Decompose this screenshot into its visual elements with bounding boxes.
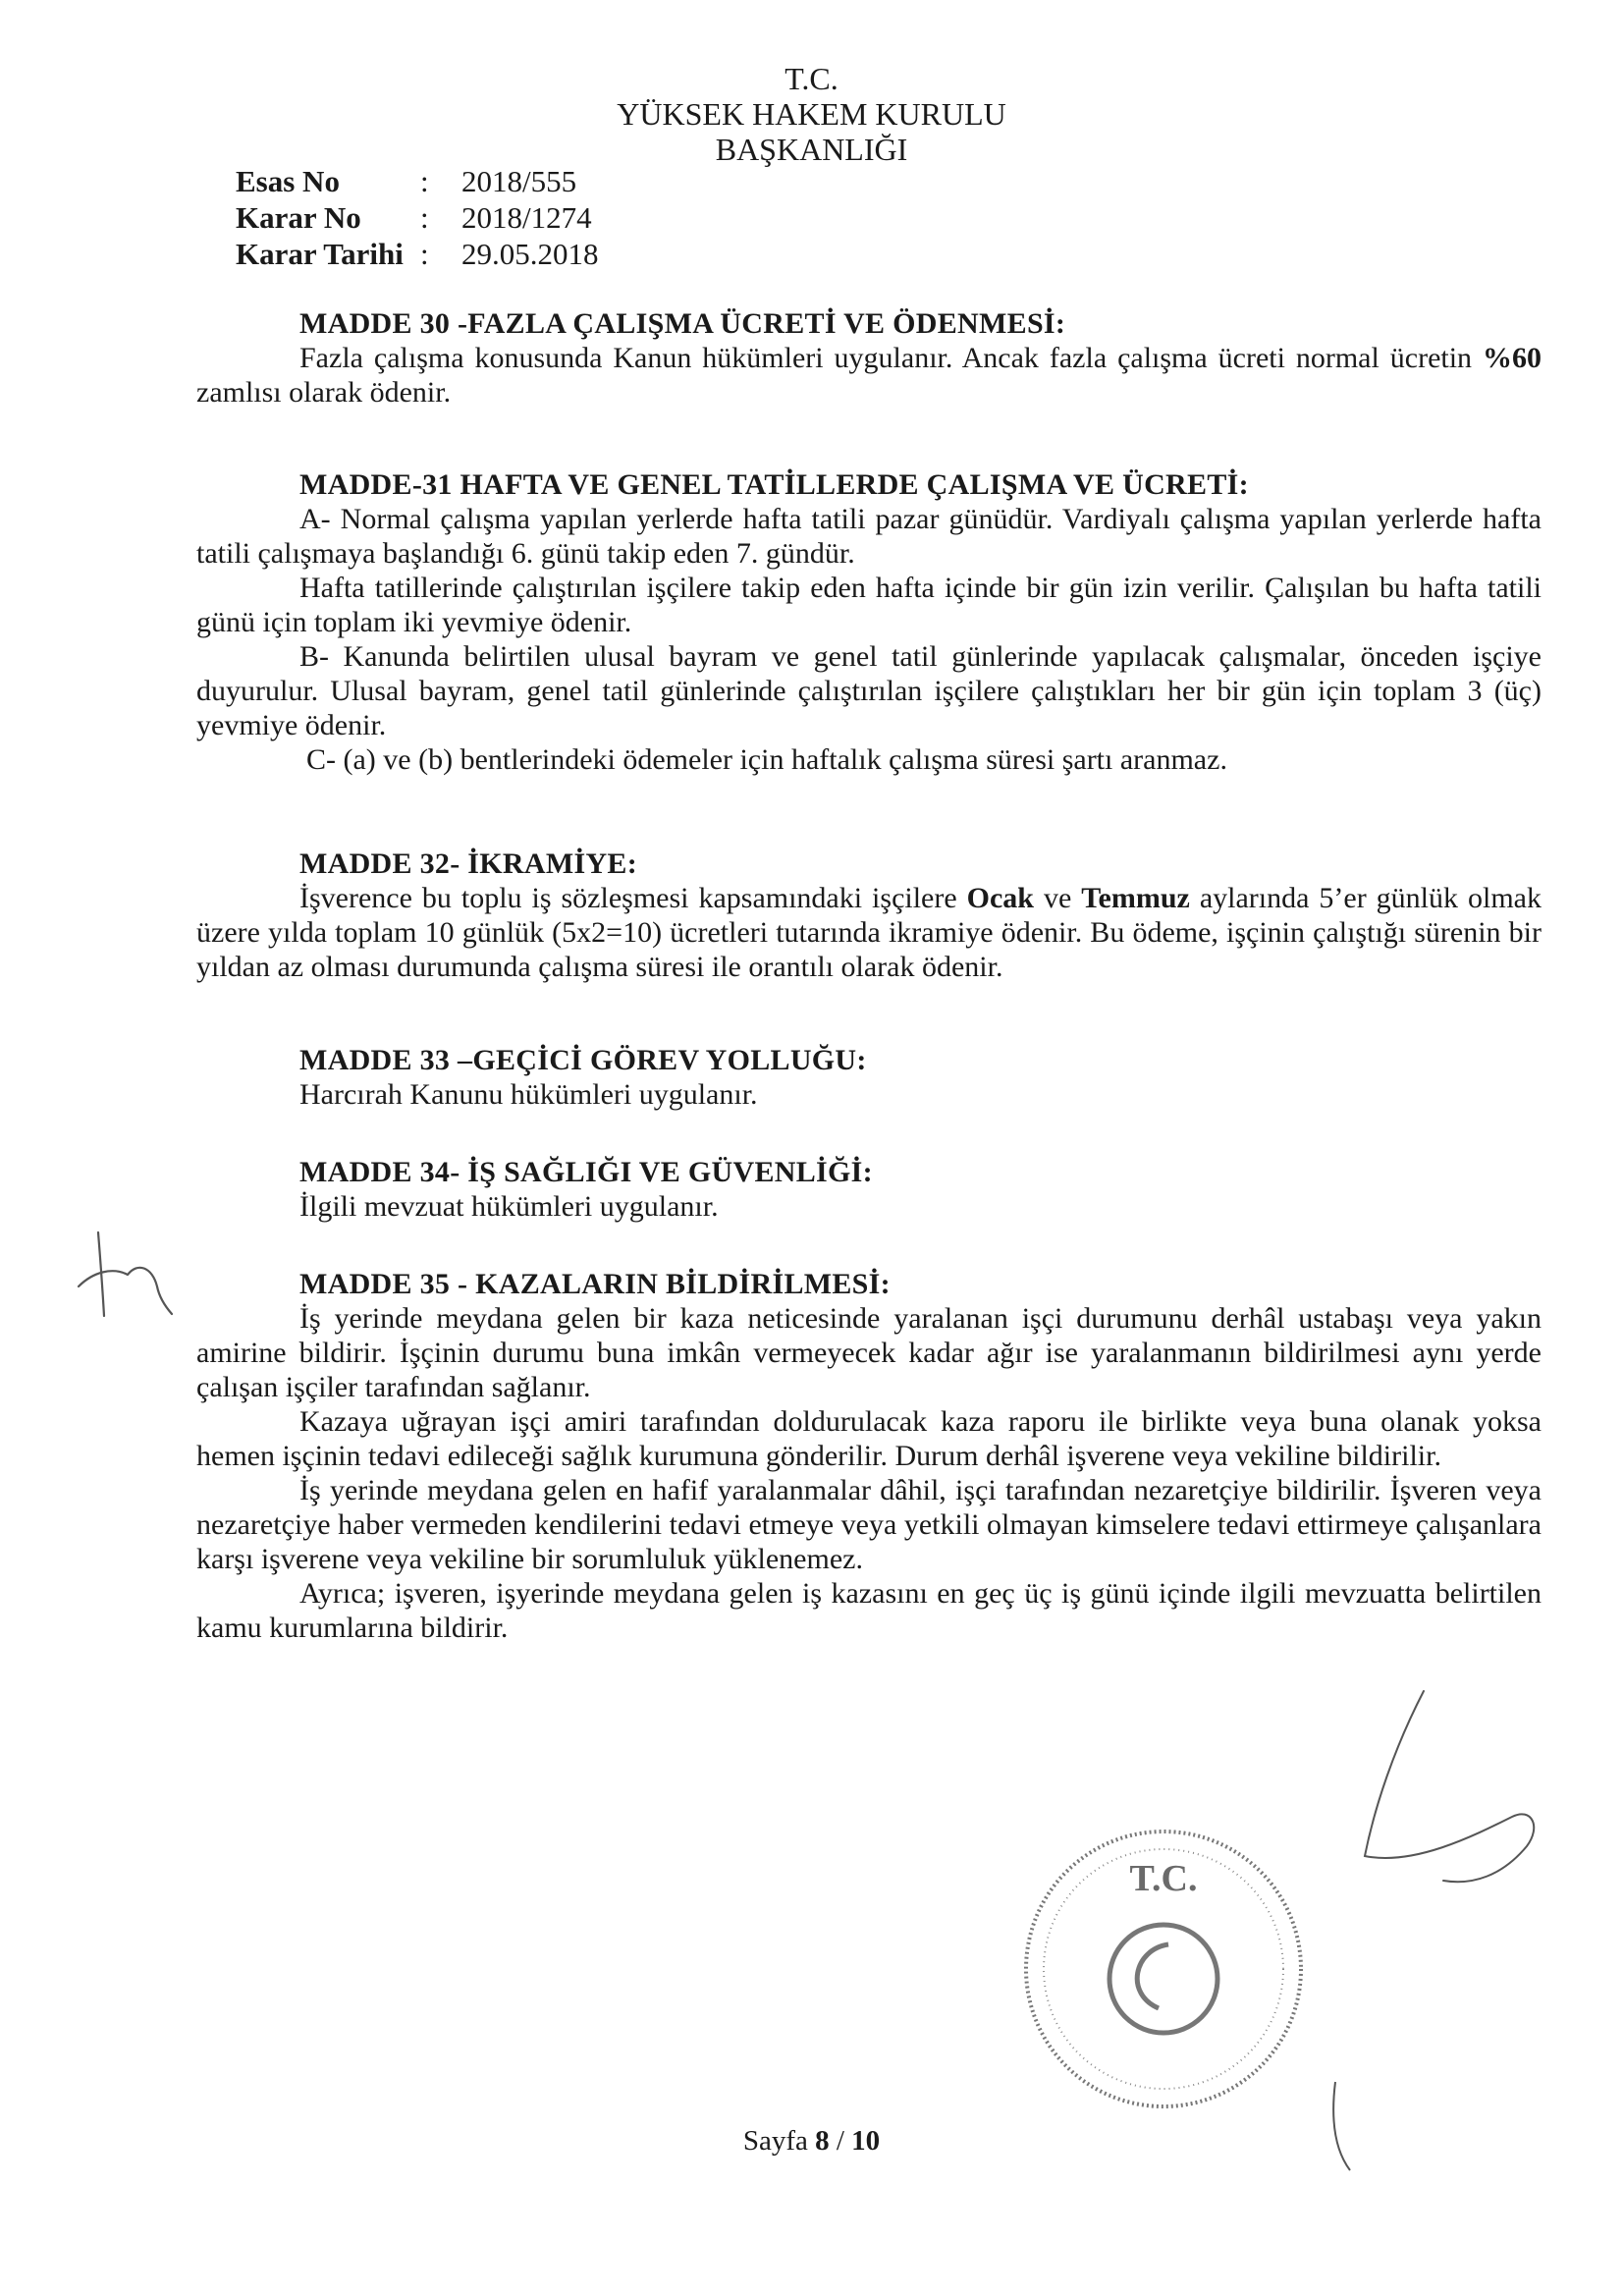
article-paragraph: Hafta tatillerinde çalıştırılan işçilere takip eden hafta içinde bir gün izin verilir. Çalışılan bu hafta tatili günü için toplam iki yevmiye ödenir.	[196, 572, 1542, 638]
article-paragraph: Fazla çalışma konusunda Kanun hükümleri uygulanır. Ancak fazla çalışma ücreti normal ücretin %60 zamlısı olarak ödenir.	[196, 342, 1542, 409]
article-paragraph: Kazaya uğrayan işçi amiri tarafından doldurulacak kaza raporu ile birlikte veya buna olanak yoksa hemen işçinin tedavi edileceği sağlık kurumuna gönderilir. Durum derhâl işverene veya vekiline bildirilir.	[196, 1405, 1542, 1472]
page-number: 8	[815, 2125, 830, 2157]
article-35	[196, 1267, 1542, 1645]
article-heading: MADDE-31 HAFTA VE GENEL TATİLLERDE ÇALIŞMA VE ÜCRETİ:	[299, 468, 1249, 501]
article-heading: MADDE 32- İKRAMİYE:	[299, 847, 638, 880]
article-heading: MADDE 35 - KAZALARIN BİLDİRİLMESİ:	[299, 1268, 891, 1300]
page-label: Sayfa	[742, 2125, 816, 2157]
article-paragraph: C- (a) ve (b) bentlerindeki ödemeler için haftalık çalışma süresi şartı aranmaz.	[306, 743, 1227, 776]
article-34	[196, 1155, 1542, 1224]
article-paragraph: İş yerinde meydana gelen en hafif yaralanmalar dâhil, işçi tarafından nezaretçiye bildirilir. İşveren veya nezaretçiye haber vermeden kendilerini tedavi etmeye veya yetkili olmayan kimselere tedavi ettirmeye çalışanlara karşı işverene veya vekiline bir sorumluluk yüklenemez.	[196, 1474, 1542, 1575]
article-paragraph: İşverence bu toplu iş sözleşmesi kapsamındaki işçilere Ocak ve Temmuz aylarında 5’er günlük olmak üzere yılda toplam 10 günlük (5x2=10) ücretleri tutarında ikramiye ödenir. Bu ödeme, işçinin çalıştığı sürenin bir yıldan az olması durumunda çalışma süresi ile orantılı olarak ödenir.	[196, 882, 1542, 983]
article-33	[196, 1043, 1542, 1112]
article-heading: MADDE 30 -FAZLA ÇALIŞMA ÜCRETİ VE ÖDENMESİ:	[299, 307, 1066, 340]
meta-value: 2018/1274	[461, 200, 592, 235]
meta-value: 29.05.2018	[461, 237, 599, 271]
article-paragraph: Harcırah Kanunu hükümleri uygulanır.	[299, 1078, 758, 1111]
meta-row-karar	[236, 199, 599, 236]
article-32	[196, 847, 1542, 984]
meta-row-esas	[236, 163, 599, 199]
article-paragraph: Ayrıca; işveren, işyerinde meydana gelen iş kazasını en geç üç iş günü içinde ilgili mevzuatta belirtilen kamu kurumlarına bildirir.	[196, 1577, 1542, 1644]
article-paragraph: A- Normal çalışma yapılan yerlerde hafta tatili pazar günüdür. Vardiyalı çalışma yapılan yerlerde hafta tatili çalışmaya başlandığı 6. günü takip eden 7. gündür.	[196, 503, 1542, 570]
signature-scribble	[1276, 1689, 1571, 2180]
seal-text: T.C.	[1129, 1858, 1198, 1899]
meta-colon: :	[420, 200, 429, 235]
handwritten-initial	[59, 1228, 187, 1336]
article-heading: MADDE 34- İŞ SAĞLIĞI VE GÜVENLİĞİ:	[299, 1156, 873, 1188]
meta-colon: :	[420, 164, 429, 198]
meta-label: Karar Tarihi	[236, 237, 404, 271]
meta-label: Esas No	[236, 164, 340, 198]
page-sep: /	[829, 2125, 852, 2157]
article-paragraph: İlgili mevzuat hükümleri uygulanır.	[299, 1190, 719, 1223]
header-office: BAŞKANLIĞI	[715, 132, 908, 167]
page-footer	[0, 2125, 1623, 2158]
article-30	[196, 306, 1542, 410]
header-institution: YÜKSEK HAKEM KURULU	[617, 96, 1006, 132]
meta-row-tarih	[236, 236, 599, 272]
article-paragraph: İş yerinde meydana gelen bir kaza neticesinde yaralanan işçi durumunu derhâl ustabaşı veya yakın amirine bildirir. İşçinin durumu buna imkân vermeyecek kadar ağır ise yaralanmanın bildirilmesi aynı yerde çalışan işçiler tarafından sağlanır.	[196, 1302, 1542, 1403]
case-metadata	[236, 163, 599, 272]
meta-colon: :	[420, 237, 429, 271]
article-paragraph: B- Kanunda belirtilen ulusal bayram ve genel tatil günlerinde yapılacak çalışmalar, önceden işçiye duyurulur. Ulusal bayram, genel tatil günlerinde çalıştırılan işçilere çalıştıkları her bir gün için toplam 3 (üç) yevmiye ödenir.	[196, 640, 1542, 741]
article-31	[196, 467, 1542, 777]
page-total: 10	[851, 2125, 881, 2157]
header-tc: T.C.	[784, 61, 839, 96]
meta-label: Karar No	[236, 200, 361, 235]
meta-value: 2018/555	[461, 164, 577, 198]
article-heading: MADDE 33 –GEÇİCİ GÖREV YOLLUĞU:	[299, 1044, 867, 1076]
official-seal	[1011, 1817, 1316, 2121]
